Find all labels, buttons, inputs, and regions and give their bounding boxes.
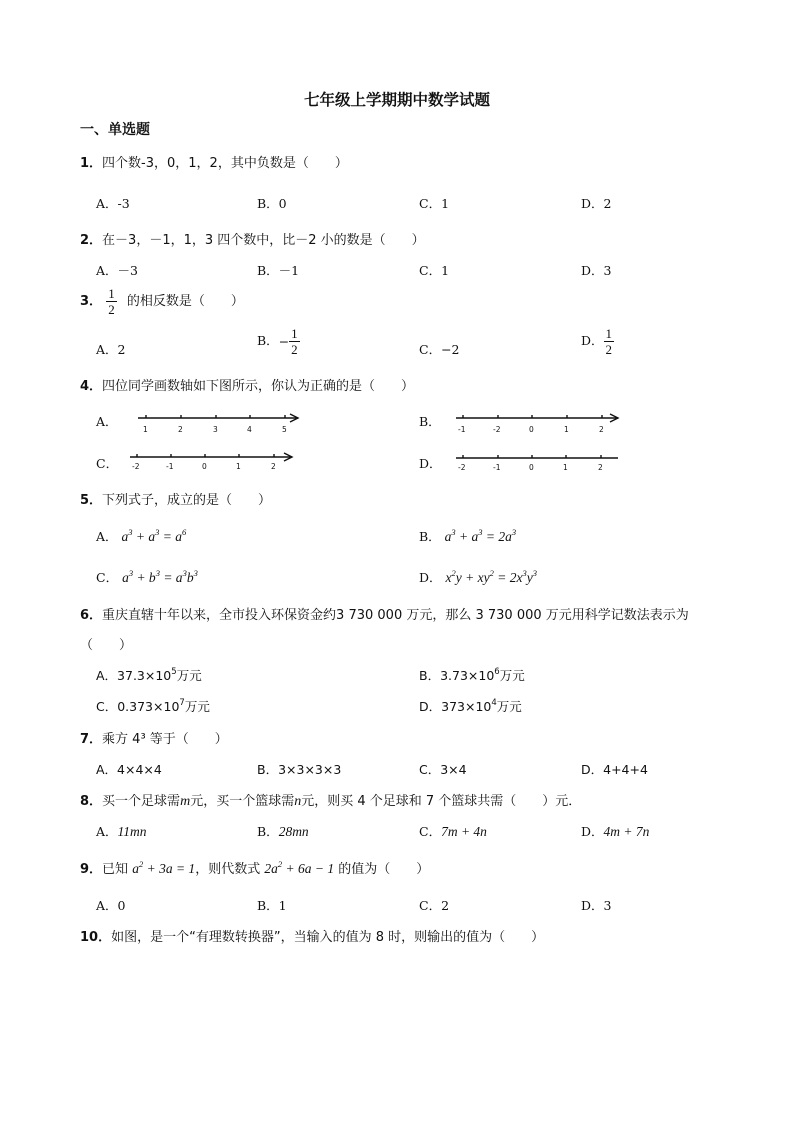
number-line-a [130, 408, 310, 436]
expression: 4m + 7n [603, 824, 650, 839]
option-c: C．2 [419, 898, 450, 913]
option-a: A．$37.3\times 10^5$万元 [96, 667, 202, 683]
question-2 [80, 229, 425, 248]
option-d: D．$373\times 10^4$万元 [419, 698, 522, 714]
option-c: C．$0.373\times 10^7$万元 [96, 698, 210, 714]
option-a: A． $a^3 + a^3 = a^6$ [96, 527, 187, 544]
question-number: 1． [80, 156, 103, 171]
option-b: B．3×3×3×3 [257, 762, 342, 777]
question-number: 9． [80, 862, 103, 877]
question-number: 2． [80, 233, 103, 248]
option-a: A．11mn [96, 824, 147, 839]
tick-label: 5 [282, 425, 287, 434]
question-text: 下列式子，成立的是（ ） [102, 493, 272, 508]
question-1 [80, 152, 348, 171]
option-a: A． [96, 414, 118, 429]
tick-label: 1 [563, 463, 568, 472]
number-line-c [124, 449, 304, 477]
option-a: A．4×4×4 [96, 762, 162, 777]
equation: $a^3 + a^3 = 2a^3$ [444, 527, 517, 544]
question-number: 7． [80, 732, 103, 747]
question-text: 四位同学画数轴如下图所示，你认为正确的是（ ） [102, 379, 415, 394]
fraction-one-half: $\frac{1}{2}$ [108, 286, 115, 317]
question-number: 8． [80, 794, 103, 809]
option-a: A．-3 [96, 196, 130, 211]
question-8: 8．买一个足球需m元，买一个篮球需n元，则买 4 个足球和 7 个篮球共需（ ）元． [80, 794, 582, 809]
option-b: B． $a^3 + a^3 = 2a^3$ [419, 527, 517, 544]
question-number: 6． [80, 608, 103, 623]
variable-n: n [294, 794, 302, 809]
question-number: 5． [80, 493, 103, 508]
tick-label: -1 [458, 425, 466, 434]
option-c: C．−2 [419, 342, 460, 357]
expression: 11mn [117, 824, 147, 839]
option-a: A．2 [96, 342, 126, 357]
question-number: 4． [80, 379, 103, 394]
tick-label: 2 [598, 463, 603, 472]
tick-label: 1 [143, 425, 148, 434]
question-5 [80, 489, 271, 508]
option-b: B．− $\frac{1}{2}$ [257, 326, 298, 357]
tick-label: 2 [271, 462, 276, 471]
option-d: D．4+4+4 [581, 762, 648, 777]
section-heading: 一、单选题 [80, 122, 150, 138]
option-b: B．0 [257, 196, 287, 211]
expression: 28mn [278, 824, 309, 839]
equation: $x^2y + xy^2 = 2x^3y^3$ [445, 568, 537, 585]
option-c: C． [96, 456, 119, 471]
tick-label: 4 [247, 425, 252, 434]
tick-label: 2 [178, 425, 183, 434]
question-number: 3． [80, 294, 103, 309]
option-c: C．1 [419, 263, 450, 278]
question-number: 10． [80, 930, 112, 945]
tick-label: 0 [529, 425, 534, 434]
question-9: 9．已知 $a^2 + 3a = 1$，则代数式 $2a^2 + 6a - 1$ 的值为（ ） [80, 859, 430, 877]
question-7 [80, 728, 228, 747]
question-4 [80, 375, 414, 394]
tick-label: 1 [236, 462, 241, 471]
option-b: B．－1 [257, 263, 300, 278]
option-d: D．3 [581, 898, 612, 913]
tick-label: -2 [458, 463, 466, 472]
option-d: D． [419, 456, 442, 471]
question-10 [80, 926, 544, 945]
option-b: B．1 [257, 898, 287, 913]
question-text: 如图，是一个“有理数转换器”，当输入的值为 8 时，则输出的值为（ ） [111, 930, 545, 945]
option-a: A．0 [96, 898, 126, 913]
question-text: 的相反数是（ ） [126, 294, 244, 309]
tick-label: 3 [213, 425, 218, 434]
page-title: 七年级上学期期中数学试题 [303, 91, 490, 109]
question-text: 在－3，－1，1，3 四个数中，比－2 小的数是（ ） [102, 233, 425, 248]
option-d: D． $\frac{1}{2}$ [581, 326, 613, 357]
option-d: D． $x^2y + xy^2 = 2x^3y^3$ [419, 568, 537, 585]
question-text: 四个数-3，0，1，2，其中负数是（ ） [102, 156, 348, 171]
option-a: A．－3 [96, 263, 138, 278]
tick-label: -1 [166, 462, 174, 471]
tick-label: 1 [564, 425, 569, 434]
option-b: B．28mn [257, 824, 309, 839]
tick-label: -2 [493, 425, 501, 434]
tick-label: 0 [202, 462, 207, 471]
option-c: C．3×4 [419, 762, 467, 777]
question-text-cont: （ ） [80, 638, 133, 653]
option-d: D．2 [581, 196, 612, 211]
option-d: D．3 [581, 263, 612, 278]
option-c: C． $a^3 + b^3 = a^3b^3$ [96, 568, 198, 585]
equation: $a^3 + b^3 = a^3b^3$ [122, 568, 198, 585]
question-6 [80, 604, 689, 623]
tick-label: 0 [529, 463, 534, 472]
option-d: D．4m + 7n [581, 824, 650, 839]
option-c: C．7m + 4n [419, 824, 487, 839]
equation: $a^2 + 3a = 1$ [132, 859, 196, 876]
tick-label: -2 [132, 462, 140, 471]
number-line-d [452, 449, 632, 477]
variable-m: m [180, 794, 191, 809]
tick-label: -1 [493, 463, 501, 472]
option-b: B． [419, 414, 441, 429]
number-line-b [450, 408, 630, 436]
expression: 7m + 4n [441, 824, 487, 839]
option-b: B．$3.73\times 10^6$万元 [419, 667, 525, 683]
question-3 [80, 286, 244, 317]
question-text: 重庆直辖十年以来，全市投入环保资金约3 730 000 万元，那么 3 730 000 万元用科学记数法表示为 [102, 608, 689, 623]
equation: $a^3 + a^3 = a^6$ [121, 527, 187, 544]
tick-label: 2 [599, 425, 604, 434]
option-c: C．1 [419, 196, 450, 211]
expression: $2a^2 + 6a - 1$ [264, 859, 335, 876]
question-text: 乘方 4³ 等于（ ） [102, 732, 228, 747]
